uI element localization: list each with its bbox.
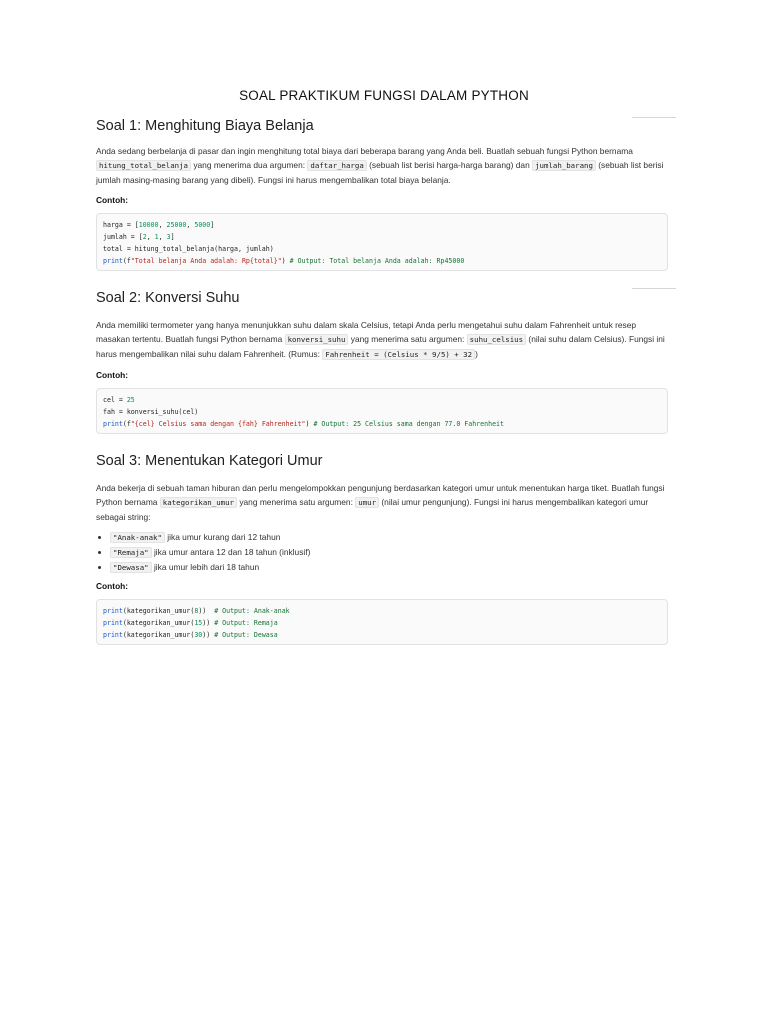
soal-2-text-a: Anda memiliki termometer yang hanya menunjukkan suhu dalam skala Celsius, tetapi Anda perlu mengetahui suhu dalam Fahrenheit untuk resep masakan tertentu. Buatlah fungsi Python bernama: [96, 320, 637, 344]
code-line: jumlah = [2, 1, 3]: [103, 233, 175, 241]
soal-2-section: [96, 290, 668, 434]
soal-1-text-d: (sebuah list berisi jumlah masing-masing barang yang dibeli). Fungsi ini harus mengembalikan total biaya belanja.: [96, 160, 664, 185]
soal-2-heading: Soal 2: Konversi Suhu: [96, 290, 240, 306]
code-line: cel = 25: [103, 396, 135, 404]
category-list: [96, 530, 668, 575]
arg-code: umur: [355, 497, 379, 508]
category-code: "Dewasa": [110, 562, 152, 573]
code-line: fah = konversi_suhu(cel): [103, 408, 199, 416]
soal-2-text-b: yang menerima satu argumen:: [350, 334, 465, 344]
list-item: [110, 545, 668, 560]
formula-code: Fahrenheit = (Celsius * 9/5) + 32: [322, 349, 475, 360]
soal-3-section: [96, 453, 668, 645]
arg-code: jumlah_barang: [532, 160, 596, 171]
soal-1-text-b: yang menerima dua argumen:: [193, 160, 306, 170]
soal-3-description: [96, 481, 668, 524]
soal-2-code-block[interactable]: [96, 388, 668, 434]
code-line: print(kategorikan_umur(15)) # Output: Remaja: [103, 619, 278, 627]
page-title: SOAL PRAKTIKUM FUNGSI DALAM PYTHON: [239, 88, 529, 103]
soal-3-text-a: Anda bekerja di sebuah taman hiburan dan perlu mengelompokkan pengunjung berdasarkan kategori umur untuk menentukan harga tiket. Buatlah fungsi Python bernama: [96, 483, 665, 507]
code-line: harga = [10000, 25000, 5000]: [103, 221, 215, 229]
fn-name-code: konversi_suhu: [285, 334, 349, 345]
code-line: print(kategorikan_umur(30)) # Output: Dewasa: [103, 631, 278, 639]
code-line: print(f"{cel} Celsius sama dengan {fah} Fahrenheit") # Output: 25 Celsius sama dengan 77.0 Fahrenheit: [103, 420, 504, 428]
soal-1-heading: Soal 1: Menghitung Biaya Belanja: [96, 118, 314, 134]
fn-name-code: hitung_total_belanja: [96, 160, 191, 171]
soal-2-text-c: (nilai suhu dalam Celsius). Fungsi ini harus mengembalikan nilai suhu dalam Fahrenheit. (Rumus:: [96, 334, 665, 359]
category-text: jika umur kurang dari 12 tahun: [167, 532, 281, 542]
list-item: [110, 530, 668, 545]
arg-code: daftar_harga: [307, 160, 366, 171]
soal-1-description: [96, 144, 668, 187]
code-line: total = hitung_total_belanja(harga, jumlah): [103, 245, 274, 253]
soal-2-description: [96, 318, 668, 362]
category-code: "Remaja": [110, 547, 152, 558]
arg-code: suhu_celsius: [467, 334, 526, 345]
soal-3-code-block[interactable]: [96, 599, 668, 645]
soal-1-code-block[interactable]: [96, 213, 668, 271]
contoh-label: Contoh:: [96, 581, 129, 591]
section-divider-rule: [632, 288, 676, 289]
soal-3-text-b: yang menerima satu argumen:: [239, 497, 353, 507]
contoh-label: Contoh:: [96, 195, 129, 205]
fn-name-code: kategorikan_umur: [160, 497, 237, 508]
soal-3-heading: Soal 3: Menentukan Kategori Umur: [96, 453, 323, 469]
soal-3-text-c: (nilai umur pengunjung). Fungsi ini harus mengembalikan kategori umur sebagai string:: [96, 497, 649, 522]
contoh-label: Contoh:: [96, 370, 129, 380]
soal-1-text-c: (sebuah list berisi harga-harga barang) dan: [369, 160, 530, 170]
category-text: jika umur lebih dari 18 tahun: [153, 562, 260, 572]
soal-2-text-d: ): [475, 349, 478, 359]
list-item: [110, 560, 668, 575]
code-line: print(kategorikan_umur(8)) # Output: Anak-anak: [103, 607, 290, 615]
soal-1-section: [96, 118, 668, 271]
soal-1-text-a: Anda sedang berbelanja di pasar dan ingin menghitung total biaya dari beberapa barang yang Anda beli. Buatlah sebuah fungsi Python bernama: [96, 146, 633, 156]
category-text: jika umur antara 12 dan 18 tahun (inklusif): [153, 547, 311, 557]
code-line: print(f"Total belanja Anda adalah: Rp{total}") # Output: Total belanja Anda adalah: Rp45000: [103, 257, 465, 265]
category-code: "Anak-anak": [110, 532, 165, 543]
